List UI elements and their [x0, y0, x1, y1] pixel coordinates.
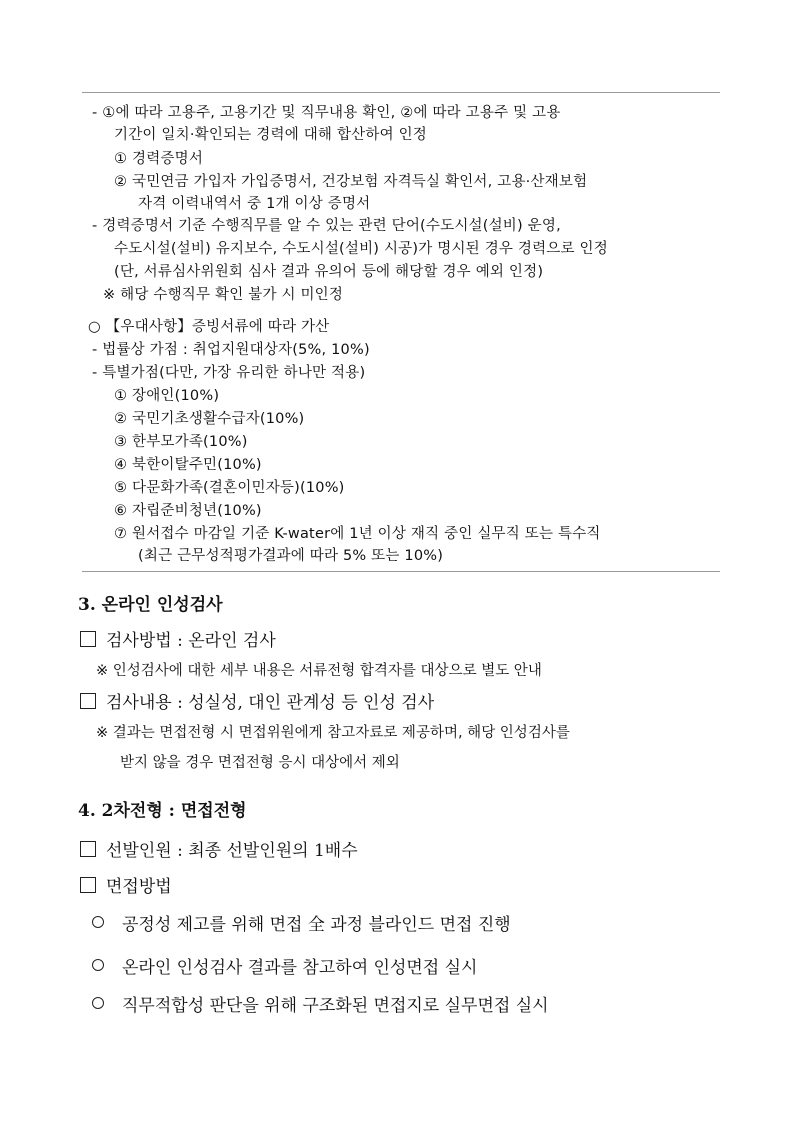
section3-note-1: ※ 인성검사에 대한 세부 내용은 서류전형 합격자를 대상으로 별도 안내: [96, 663, 542, 679]
section3-item-method: 검사방법 : 온라인 검사: [80, 628, 276, 654]
section3-item-content: 검사내용 : 성실성, 대인 관계성 등 인성 검사: [80, 690, 434, 716]
box-line-7: 수도시설(설비) 유지보수, 수도시설(설비) 시공)가 명시된 경우 경력으로 인정: [114, 241, 608, 257]
box-line-18: ⑥ 자립준비청년(10%): [114, 503, 262, 519]
section4-item-selection: 선발인원 : 최종 선발인원의 1배수: [80, 838, 358, 864]
box-line-3: ① 경력증명서: [114, 151, 204, 167]
box-line-14: ② 국민기초생활수급자(10%): [114, 411, 305, 427]
box-line-8: (단, 서류심사위원회 심사 결과 유의어 등에 해당할 경우 예외 인정): [114, 264, 544, 280]
box-line-17: ⑤ 다문화가족(결혼이민자등)(10%): [114, 480, 345, 496]
circle-bullet-icon: [92, 959, 104, 971]
box-line-20: (최근 근무성적평가결과에 따라 5% 또는 10%): [138, 548, 444, 564]
box-line-2: 기간이 일치·확인되는 경력에 대해 합산하여 인정: [114, 127, 427, 143]
box-line-4: ② 국민연금 가입자 가입증명서, 건강보험 자격득실 확인서, 고용·산재보험: [114, 174, 588, 190]
box-line-16: ④ 북한이탈주민(10%): [114, 457, 262, 473]
box-line-11: - 법률상 가점 : 취업지원대상자(5%, 10%): [92, 342, 370, 358]
box-line-1: - ①에 따라 고용주, 고용기간 및 직무내용 확인, ②에 따라 고용주 및 고용: [92, 105, 561, 121]
section4-item-method: 면접방법: [80, 874, 172, 900]
section3-note-2a: ※ 결과는 면접전형 시 면접위원에게 참고자료로 제공하며, 해당 인성검사를: [96, 725, 570, 741]
section4-sub-1: 공정성 제고를 위해 면접 全 과정 블라인드 면접 진행: [92, 911, 511, 939]
box-line-9: ※ 해당 수행직무 확인 불가 시 미인정: [103, 287, 344, 303]
box-line-12: - 특별가점(다만, 가장 유리한 하나만 적용): [92, 365, 366, 381]
circle-bullet-icon: [92, 997, 104, 1009]
checkbox-square-icon: [80, 631, 96, 647]
section4-sub-2: 온라인 인성검사 결과를 참고하여 인성면접 실시: [92, 954, 477, 982]
circle-bullet-icon: [92, 916, 104, 928]
checkbox-square-icon: [80, 877, 96, 893]
section3-title: 3. 온라인 인성검사: [78, 595, 223, 615]
box-line-5: 자격 이력내역서 중 1개 이상 증명서: [138, 196, 371, 212]
checkbox-square-icon: [80, 693, 96, 709]
checkbox-square-icon: [80, 841, 96, 857]
box-line-15: ③ 한부모가족(10%): [114, 434, 248, 450]
section4-title: 4. 2차전형 : 면접전형: [78, 801, 247, 821]
box-line-13: ① 장애인(10%): [114, 388, 220, 404]
section4-sub-3: 직무적합성 판단을 위해 구조화된 면접지로 실무면접 실시: [92, 992, 549, 1020]
box-line-6: - 경력증명서 기준 수행직무를 알 수 있는 관련 단어(수도시설(설비) 운영,: [92, 218, 561, 234]
section3-note-2b: 받지 않을 경우 면접전형 응시 대상에서 제외: [120, 755, 400, 771]
box-line-10: ○ 【우대사항】증빙서류에 따라 가산: [88, 319, 330, 335]
box-line-19: ⑦ 원서접수 마감일 기준 K-water에 1년 이상 재직 중인 실무직 또는 특수직: [114, 526, 601, 542]
